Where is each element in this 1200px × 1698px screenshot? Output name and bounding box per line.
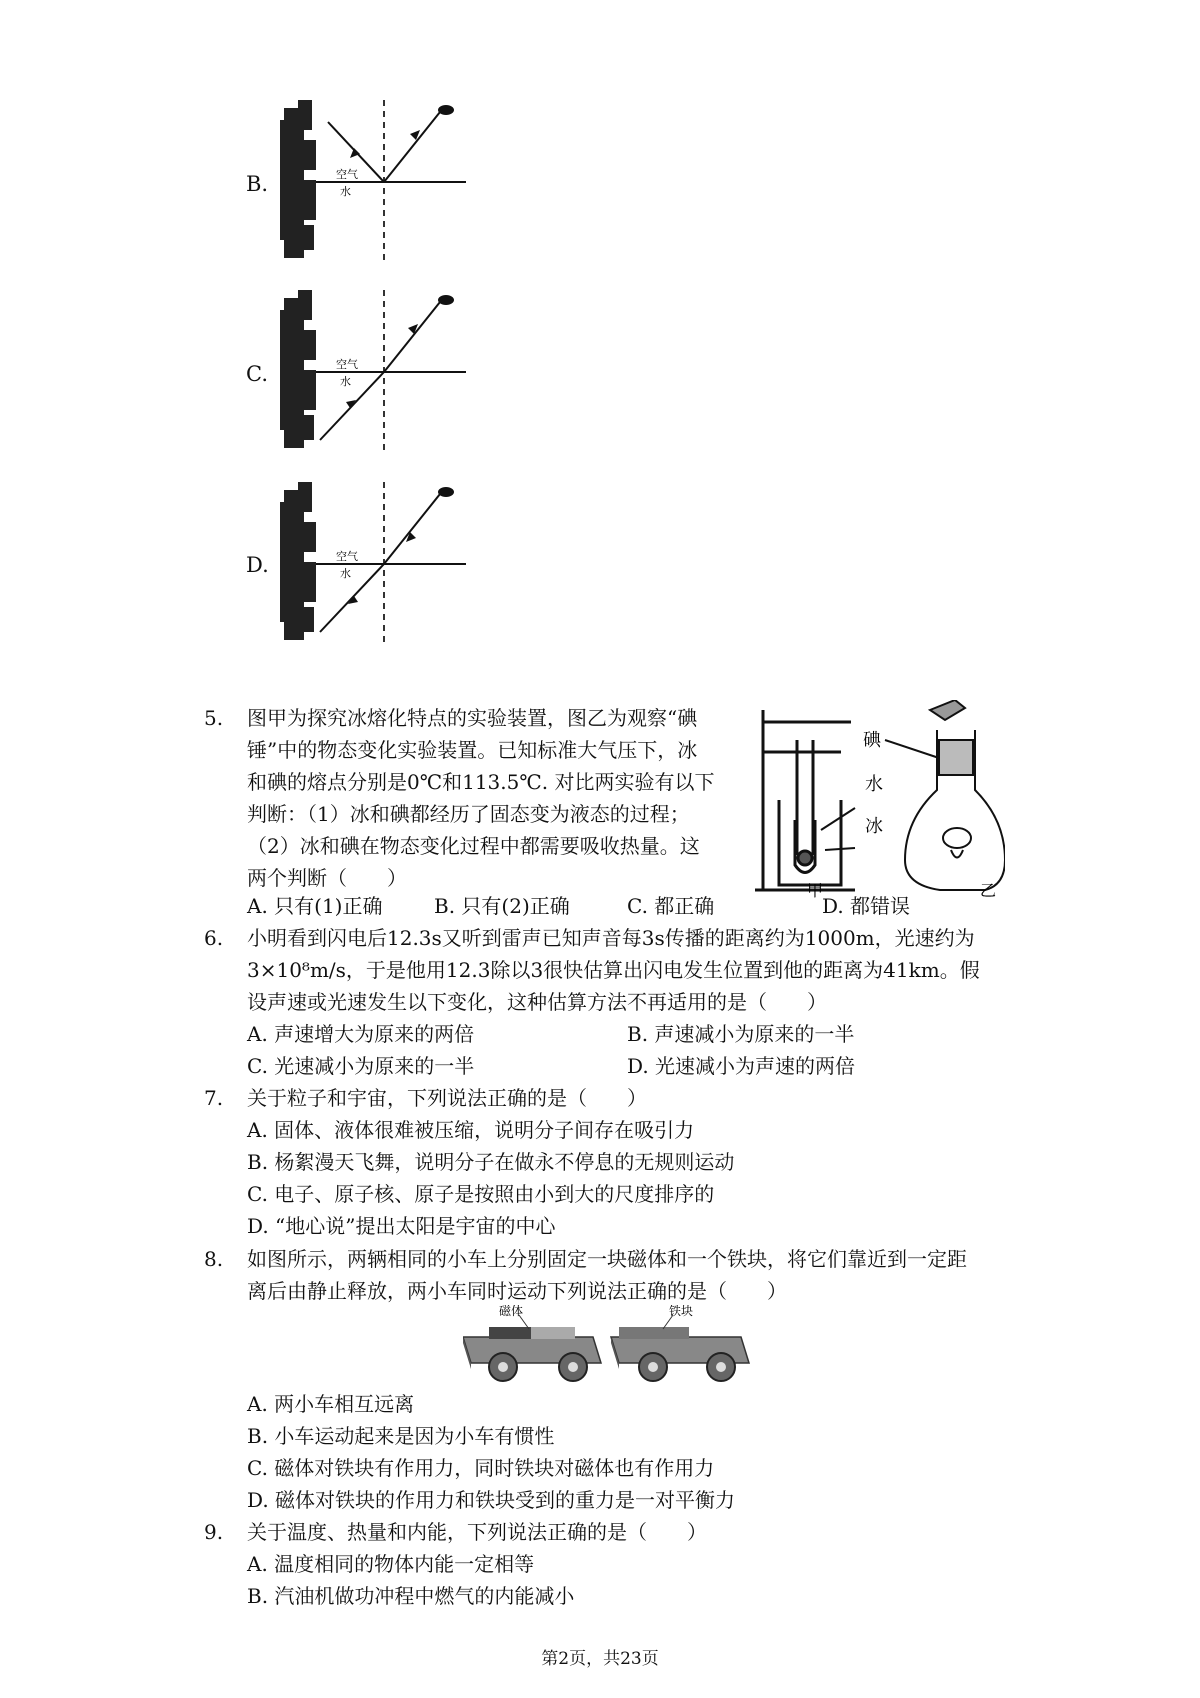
option-c-label: C.: [246, 362, 268, 386]
eye-icon: [438, 487, 454, 497]
question-8-figure: [463, 1305, 753, 1390]
air-label: 空气: [336, 168, 358, 181]
question-6-number: 6.: [204, 926, 224, 950]
question-9-number: 9.: [204, 1520, 224, 1544]
question-8-options: [247, 1388, 735, 1516]
stem-line: 如图所示，两辆相同的小车上分别固定一块磁体和一个铁块，将它们靠近到一定距: [247, 1247, 967, 1271]
ice-apparatus: [755, 710, 855, 890]
option-a[interactable]: A. 温度相同的物体内能一定相等: [247, 1552, 535, 1576]
option-a[interactable]: A. 固体、液体很难被压缩，说明分子间存在吸引力: [247, 1118, 695, 1142]
option-a[interactable]: A. 两小车相互远离: [247, 1392, 415, 1416]
eye-icon: [438, 295, 454, 305]
question-5-number: 5.: [204, 706, 224, 730]
stem-line: 和碘的熔点分别是0℃和113.5℃. 对比两实验有以下: [247, 770, 715, 794]
stem-line: （2）冰和碘在物态变化过程中都需要吸收热量。这: [247, 834, 700, 858]
tree-bank: [280, 100, 316, 258]
question-6-options: [247, 1018, 947, 1082]
question-7-number: 7.: [204, 1086, 224, 1110]
yi-label: 乙: [980, 881, 997, 898]
option-d[interactable]: D. “地心说”提出太阳是宇宙的中心: [247, 1214, 556, 1238]
stem-line: 判断：（1）冰和碘都经历了固态变为液态的过程；: [247, 802, 690, 826]
iodine-label: 碘: [863, 730, 881, 751]
option-c[interactable]: C. 电子、原子核、原子是按照由小到大的尺度排序的: [247, 1182, 715, 1206]
option-d-label: D.: [246, 553, 269, 577]
question-7-stem: 关于粒子和宇宙，下列说法正确的是（ ）: [247, 1086, 647, 1110]
stem-line: 图甲为探究冰熔化特点的实验装置，图乙为观察“碘: [247, 706, 698, 730]
question-6-stem: [247, 922, 980, 1018]
iodine-hammer: [905, 700, 1005, 890]
magnet-car: [463, 1315, 601, 1381]
option-c-figure: [280, 290, 470, 455]
question-5-stem: [247, 702, 714, 894]
option-c[interactable]: C. 磁体对铁块有作用力，同时铁块对磁体也有作用力: [247, 1456, 715, 1480]
stem-line: 小明看到闪电后12.3s又听到雷声已知声音每3s传播的距离约为1000m，光速约为: [247, 926, 975, 950]
eye-icon: [438, 105, 454, 115]
stem-line: 3×10⁸m/s，于是他用12.3除以3很快估算出闪电发生位置到他的距离为41km。假: [247, 958, 980, 982]
air-label: 空气: [336, 358, 358, 371]
tree-bank: [280, 482, 316, 640]
ice-label: 冰: [865, 816, 883, 837]
option-d[interactable]: D. 磁体对铁块的作用力和铁块受到的重力是一对平衡力: [247, 1488, 736, 1512]
option-b-figure: [280, 100, 470, 265]
water-label: 水: [340, 375, 351, 388]
option-a[interactable]: A. 只有(1)正确: [247, 894, 383, 918]
option-d[interactable]: D. 光速减小为声速的两倍: [627, 1054, 856, 1078]
water-label: 水: [865, 774, 883, 795]
question-8-stem: [247, 1243, 967, 1307]
option-b[interactable]: B. 汽油机做功冲程中燃气的内能减小: [247, 1584, 575, 1608]
stem-line: 两个判断（ ）: [247, 866, 407, 890]
stem-line: 设声速或光速发生以下变化，这种估算方法不再适用的是（ ）: [247, 990, 827, 1014]
question-9-stem: 关于温度、热量和内能，下列说法正确的是（ ）: [247, 1520, 707, 1544]
option-b[interactable]: B. 只有(2)正确: [434, 894, 570, 918]
option-b[interactable]: B. 小车运动起来是因为小车有惯性: [247, 1424, 555, 1448]
magnet-label: 磁体: [499, 1305, 524, 1318]
question-8-number: 8.: [204, 1247, 224, 1271]
page-footer: 第2页，共23页: [541, 1649, 659, 1669]
option-c[interactable]: C. 光速减小为原来的一半: [247, 1054, 475, 1078]
iron-label: 铁块: [669, 1305, 694, 1318]
option-d[interactable]: D. 都错误: [822, 894, 911, 918]
question-5-figure: [755, 700, 1005, 898]
air-label: 空气: [336, 550, 358, 563]
option-b-label: B.: [246, 172, 269, 196]
question-7: [247, 1082, 734, 1242]
water-label: 水: [340, 567, 351, 580]
option-c[interactable]: C. 都正确: [627, 894, 715, 918]
option-b[interactable]: B. 杨絮漫天飞舞，说明分子在做永不停息的无规则运动: [247, 1150, 735, 1174]
question-9: [247, 1516, 707, 1612]
stem-line: 离后由静止释放，两小车同时运动下列说法正确的是（ ）: [247, 1279, 787, 1303]
option-d-figure: [280, 482, 470, 647]
option-a[interactable]: A. 声速增大为原来的两倍: [247, 1022, 475, 1046]
jia-label: 甲: [807, 881, 824, 898]
option-b[interactable]: B. 声速减小为原来的一半: [627, 1022, 855, 1046]
water-label: 水: [340, 185, 351, 198]
tree-bank: [280, 290, 316, 448]
stem-line: 锤”中的物态变化实验装置。已知标准大气压下，冰: [247, 738, 698, 762]
iron-car: [611, 1315, 749, 1381]
